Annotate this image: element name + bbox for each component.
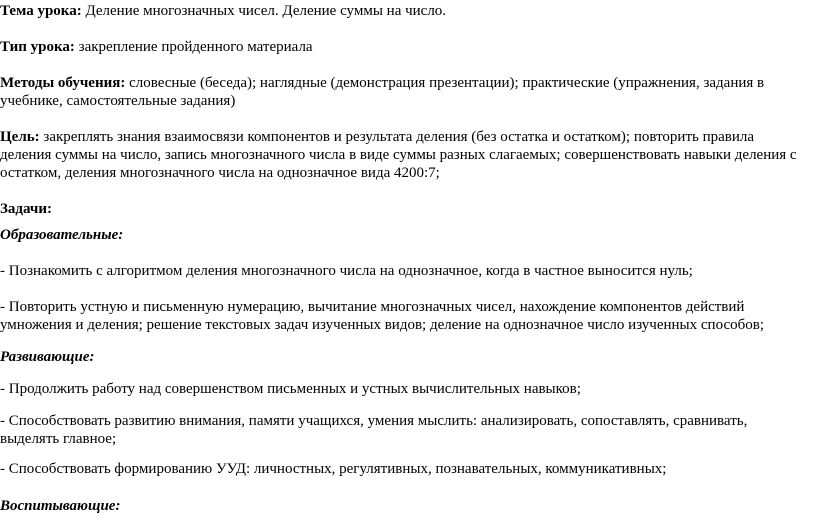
lesson-type-label: Тип урока: xyxy=(0,39,75,55)
goal-text: закреплять знания взаимосвязи компонентов и результата деления (без остатка и остатком); повторить правила деления суммы на число, запись многозначного числа в виде суммы разных слагаемых; совершенствовать навыки деления с остатком, деления многозначного числа на однозначное вида 4200:7; xyxy=(0,129,797,181)
educational-heading: Образовательные: xyxy=(0,227,124,243)
educational-item-2: - Повторить устную и письменную нумерацию, вычитание многозначных чисел, нахождение компонентов действий умножения и деления; решение текстовых задач изученных видов; деление на однозначное число изученных способов; xyxy=(0,299,764,333)
developmental-item-2: - Способствовать развитию внимания, памяти учащихся, умения мыслить: анализировать, сопоставлять, сравнивать, выделять главное; xyxy=(0,413,748,447)
goal-label: Цель: xyxy=(0,129,40,145)
developmental-item-3: - Способствовать формированию УУД: личностных, регулятивных, познавательных, коммуникативных; xyxy=(0,461,667,477)
developmental-heading: Развивающие: xyxy=(0,349,95,365)
developmental-item-1: - Продолжить работу над совершенством письменных и устных вычислительных навыков; xyxy=(0,381,581,397)
lesson-type-text: закрепление пройденного материала xyxy=(74,39,313,55)
tasks-heading: Задачи: xyxy=(0,201,53,217)
topic-text: Деление многозначных чисел. Деление суммы на число. xyxy=(81,3,447,19)
methods-label: Методы обучения: xyxy=(0,75,126,91)
lesson-type-paragraph xyxy=(0,38,808,56)
methods-paragraph xyxy=(0,74,808,110)
topic-label: Тема урока: xyxy=(0,3,82,19)
upbringing-heading: Воспитывающие: xyxy=(0,498,121,514)
goal-paragraph xyxy=(0,128,808,182)
topic-paragraph xyxy=(0,2,808,20)
methods-text: словесные (беседа); наглядные (демонстрация презентации); практические (упражнения, задания в учебнике, самостоятельные задания) xyxy=(0,75,765,109)
educational-item-1: - Познакомить с алгоритмом деления многозначного числа на однозначное, когда в частное выносится нуль; xyxy=(0,263,693,279)
